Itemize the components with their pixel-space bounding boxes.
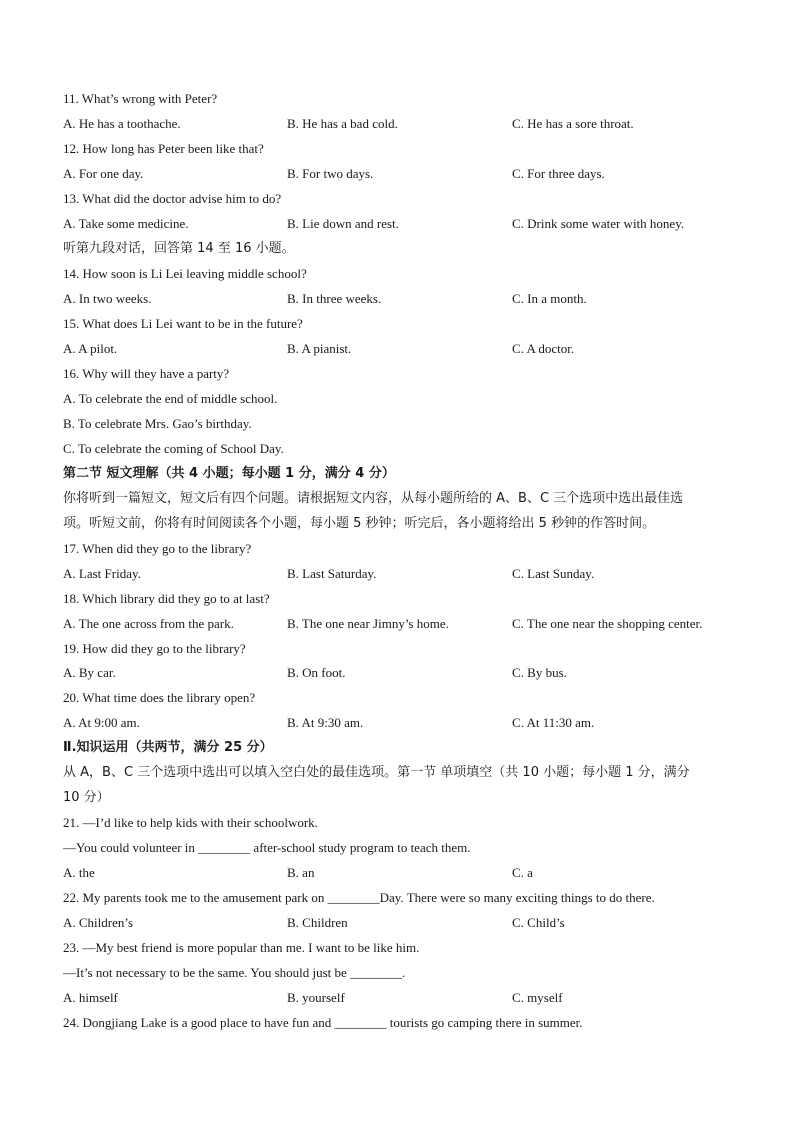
question-16-option-c: C. To celebrate the coming of School Day.	[63, 441, 284, 456]
part-2-heading: Ⅱ.知识运用（共两节，满分 25 分）	[63, 740, 273, 755]
question-23-option-b: B. yourself	[287, 990, 345, 1005]
question-11-option-c: C. He has a sore throat.	[512, 116, 634, 131]
question-19-stem: 19. How did they go to the library?	[63, 641, 246, 656]
question-21-option-a: A. the	[63, 865, 95, 880]
question-23-stem-line-2: —It’s not necessary to be the same. You should just be ________.	[63, 965, 406, 980]
question-23-option-c: C. myself	[512, 990, 563, 1005]
question-22-option-b: B. Children	[287, 915, 348, 930]
question-15-option-b: B. A pianist.	[287, 341, 352, 356]
question-14-option-c: C. In a month.	[512, 291, 587, 306]
question-15-option-a: A. A pilot.	[63, 341, 118, 356]
question-20-option-b: B. At 9:30 am.	[287, 715, 364, 730]
section-2-heading: 第二节 短文理解（共 4 小题；每小题 1 分，满分 4 分）	[63, 466, 395, 481]
question-14-option-a: A. In two weeks.	[63, 291, 152, 306]
question-22-stem: 22. My parents took me to the amusement park on ________Day. There were so many exciting things to do there.	[63, 890, 655, 905]
question-16-stem: 16. Why will they have a party?	[63, 366, 230, 381]
question-24-stem: 24. Dongjiang Lake is a good place to have fun and ________ tourists go camping there in summer.	[63, 1015, 583, 1030]
question-11-option-b: B. He has a bad cold.	[287, 116, 398, 131]
question-23-option-a: A. himself	[63, 990, 118, 1005]
question-20-option-c: C. At 11:30 am.	[512, 715, 595, 730]
question-13-option-b: B. Lie down and rest.	[287, 216, 399, 231]
part-2-instruction-line-2: 10 分）	[63, 790, 110, 805]
question-11-option-a: A. He has a toothache.	[63, 116, 181, 131]
question-18-stem: 18. Which library did they go to at last?	[63, 591, 270, 606]
question-12-option-a: A. For one day.	[63, 166, 144, 181]
part-2-instruction-line-1: 从 A，B、C 三个选项中选出可以填入空白处的最佳选项。第一节 单项填空（共 10 小题；每小题 1 分，满分	[63, 765, 690, 780]
question-21-stem-line-2: —You could volunteer in ________ after-school study program to teach them.	[63, 840, 471, 855]
question-21-stem-line-1: 21. —I’d like to help kids with their schoolwork.	[63, 815, 318, 830]
section-2-instruction-line-2: 项。听短文前，你将有时间阅读各个小题，每小题 5 秒钟；听完后，各小题将给出 5 秒钟的作答时间。	[63, 516, 656, 531]
question-22-option-c: C. Child’s	[512, 915, 565, 930]
question-18-option-b: B. The one near Jimny’s home.	[287, 616, 449, 631]
question-13-option-c: C. Drink some water with honey.	[512, 216, 685, 231]
question-17-stem: 17. When did they go to the library?	[63, 541, 252, 556]
question-21-option-b: B. an	[287, 865, 315, 880]
question-17-option-c: C. Last Sunday.	[512, 566, 595, 581]
question-18-option-c: C. The one near the shopping center.	[512, 616, 703, 631]
question-21-option-c: C. a	[512, 865, 533, 880]
question-17-option-b: B. Last Saturday.	[287, 566, 377, 581]
question-20-option-a: A. At 9:00 am.	[63, 715, 140, 730]
question-12-stem: 12. How long has Peter been like that?	[63, 141, 264, 156]
question-14-stem: 14. How soon is Li Lei leaving middle school?	[63, 266, 307, 281]
question-23-stem-line-1: 23. —My best friend is more popular than me. I want to be like him.	[63, 940, 420, 955]
question-20-stem: 20. What time does the library open?	[63, 690, 256, 705]
question-12-option-b: B. For two days.	[287, 166, 374, 181]
question-13-stem: 13. What did the doctor advise him to do?	[63, 191, 282, 206]
question-11-stem: 11. What’s wrong with Peter?	[63, 91, 218, 106]
question-18-option-a: A. The one across from the park.	[63, 616, 234, 631]
question-14-option-b: B. In three weeks.	[287, 291, 382, 306]
dialog-9-instruction: 听第九段对话，回答第 14 至 16 小题。	[63, 241, 295, 256]
question-12-option-c: C. For three days.	[512, 166, 605, 181]
question-15-option-c: C. A doctor.	[512, 341, 575, 356]
question-19-option-a: A. By car.	[63, 665, 116, 680]
question-19-option-c: C. By bus.	[512, 665, 567, 680]
question-17-option-a: A. Last Friday.	[63, 566, 141, 581]
section-2-instruction-line-1: 你将听到一篇短文，短文后有四个问题。请根据短文内容，从每小题所给的 A、B、C 三个选项中选出最佳选	[63, 491, 684, 506]
question-13-option-a: A. Take some medicine.	[63, 216, 189, 231]
question-16-option-b: B. To celebrate Mrs. Gao’s birthday.	[63, 416, 252, 431]
question-22-option-a: A. Children’s	[63, 915, 134, 930]
question-16-option-a: A. To celebrate the end of middle school.	[63, 391, 278, 406]
question-19-option-b: B. On foot.	[287, 665, 346, 680]
question-15-stem: 15. What does Li Lei want to be in the future?	[63, 316, 303, 331]
